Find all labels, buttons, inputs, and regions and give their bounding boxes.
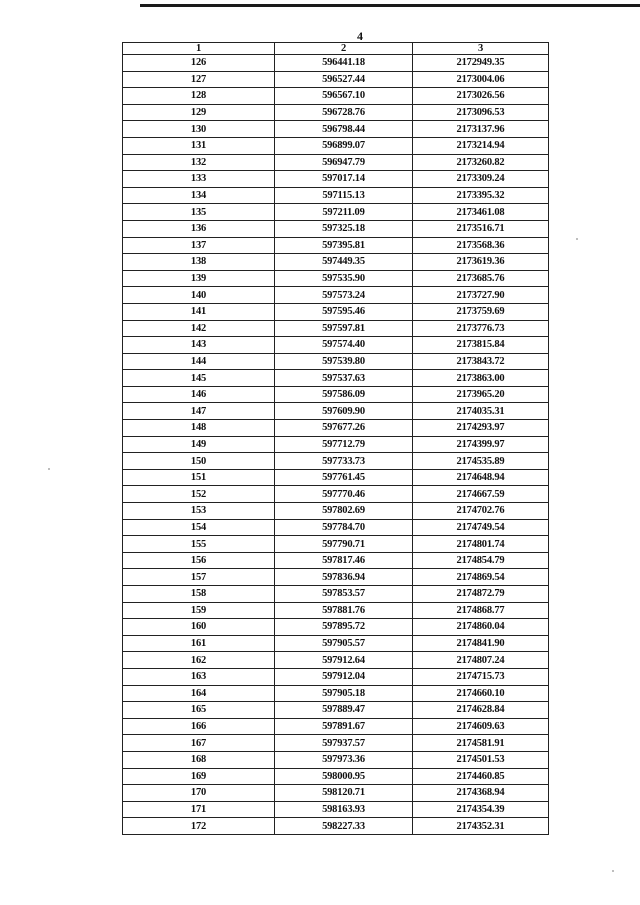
x-coordinate-cell: 597712.79	[275, 436, 413, 453]
x-coordinate-cell: 596441.18	[275, 55, 413, 72]
y-coordinate-cell: 2174648.94	[413, 469, 549, 486]
y-coordinate-cell: 2173863.00	[413, 370, 549, 387]
x-coordinate-cell: 596947.79	[275, 154, 413, 171]
table-row	[123, 237, 549, 254]
point-number-cell: 146	[123, 386, 275, 403]
x-coordinate-cell: 598000.95	[275, 768, 413, 785]
y-coordinate-cell: 2174801.74	[413, 536, 549, 553]
point-number-cell: 148	[123, 420, 275, 437]
x-coordinate-cell: 597597.81	[275, 320, 413, 337]
column-header-point: 1	[123, 43, 275, 55]
y-coordinate-cell: 2174354.39	[413, 801, 549, 818]
x-coordinate-cell: 596728.76	[275, 104, 413, 121]
x-coordinate-cell: 598227.33	[275, 818, 413, 835]
point-number-cell: 172	[123, 818, 275, 835]
x-coordinate-cell: 597973.36	[275, 751, 413, 768]
table-row	[123, 486, 549, 503]
point-number-cell: 153	[123, 503, 275, 520]
scan-speck	[576, 238, 578, 240]
point-number-cell: 151	[123, 469, 275, 486]
y-coordinate-cell: 2174460.85	[413, 768, 549, 785]
x-coordinate-cell: 597574.40	[275, 337, 413, 354]
table-row	[123, 718, 549, 735]
point-number-cell: 171	[123, 801, 275, 818]
y-coordinate-cell: 2174667.59	[413, 486, 549, 503]
table-row	[123, 71, 549, 88]
y-coordinate-cell: 2173214.94	[413, 137, 549, 154]
x-coordinate-cell: 597912.64	[275, 652, 413, 669]
x-coordinate-cell: 597889.47	[275, 702, 413, 719]
table-row	[123, 370, 549, 387]
table-row	[123, 503, 549, 520]
point-number-cell: 154	[123, 519, 275, 536]
table-row	[123, 55, 549, 72]
point-number-cell: 132	[123, 154, 275, 171]
y-coordinate-cell: 2172949.35	[413, 55, 549, 72]
x-coordinate-cell: 597595.46	[275, 303, 413, 320]
table-row	[123, 204, 549, 221]
point-number-cell: 127	[123, 71, 275, 88]
y-coordinate-cell: 2174399.97	[413, 436, 549, 453]
x-coordinate-cell: 597537.63	[275, 370, 413, 387]
y-coordinate-cell: 2173260.82	[413, 154, 549, 171]
table-row	[123, 171, 549, 188]
y-coordinate-cell: 2173516.71	[413, 220, 549, 237]
point-number-cell: 159	[123, 602, 275, 619]
x-coordinate-cell: 596899.07	[275, 137, 413, 154]
point-number-cell: 163	[123, 668, 275, 685]
y-coordinate-cell: 2173461.08	[413, 204, 549, 221]
table-row	[123, 536, 549, 553]
table-row	[123, 270, 549, 287]
x-coordinate-cell: 597609.90	[275, 403, 413, 420]
y-coordinate-cell: 2174628.84	[413, 702, 549, 719]
table-row	[123, 104, 549, 121]
y-coordinate-cell: 2174868.77	[413, 602, 549, 619]
point-number-cell: 147	[123, 403, 275, 420]
page-number: 4	[357, 29, 363, 43]
x-coordinate-cell: 597586.09	[275, 386, 413, 403]
point-number-cell: 144	[123, 353, 275, 370]
point-number-cell: 166	[123, 718, 275, 735]
table-row	[123, 569, 549, 586]
table-row	[123, 187, 549, 204]
point-number-cell: 162	[123, 652, 275, 669]
point-number-cell: 140	[123, 287, 275, 304]
y-coordinate-cell: 2173815.84	[413, 337, 549, 354]
x-coordinate-cell: 597677.26	[275, 420, 413, 437]
y-coordinate-cell: 2173004.06	[413, 71, 549, 88]
scan-speck	[48, 468, 50, 470]
point-number-cell: 139	[123, 270, 275, 287]
x-coordinate-cell: 597937.57	[275, 735, 413, 752]
table-row	[123, 320, 549, 337]
table-row	[123, 337, 549, 354]
point-number-cell: 128	[123, 88, 275, 105]
column-header-x: 2	[275, 43, 413, 55]
y-coordinate-cell: 2173568.36	[413, 237, 549, 254]
y-coordinate-cell: 2173619.36	[413, 254, 549, 271]
header-row	[123, 43, 549, 55]
table-row	[123, 303, 549, 320]
y-coordinate-cell: 2174293.97	[413, 420, 549, 437]
x-coordinate-cell: 597881.76	[275, 602, 413, 619]
table-row	[123, 652, 549, 669]
x-coordinate-cell: 597539.80	[275, 353, 413, 370]
y-coordinate-cell: 2174609.63	[413, 718, 549, 735]
table-row	[123, 768, 549, 785]
table-row	[123, 602, 549, 619]
y-coordinate-cell: 2174368.94	[413, 785, 549, 802]
table-row	[123, 702, 549, 719]
column-header-y: 3	[413, 43, 549, 55]
y-coordinate-cell: 2174702.76	[413, 503, 549, 520]
table-row	[123, 469, 549, 486]
table-row	[123, 685, 549, 702]
point-number-cell: 157	[123, 569, 275, 586]
y-coordinate-cell: 2173395.32	[413, 187, 549, 204]
x-coordinate-cell: 596567.10	[275, 88, 413, 105]
x-coordinate-cell: 597535.90	[275, 270, 413, 287]
x-coordinate-cell: 598163.93	[275, 801, 413, 818]
table-row	[123, 619, 549, 636]
table-row	[123, 420, 549, 437]
y-coordinate-cell: 2174581.91	[413, 735, 549, 752]
y-coordinate-cell: 2173843.72	[413, 353, 549, 370]
point-number-cell: 150	[123, 453, 275, 470]
x-coordinate-cell: 597817.46	[275, 552, 413, 569]
y-coordinate-cell: 2173685.76	[413, 270, 549, 287]
y-coordinate-cell: 2173776.73	[413, 320, 549, 337]
table-row	[123, 154, 549, 171]
point-number-cell: 169	[123, 768, 275, 785]
point-number-cell: 145	[123, 370, 275, 387]
x-coordinate-cell: 597895.72	[275, 619, 413, 636]
point-number-cell: 156	[123, 552, 275, 569]
x-coordinate-cell: 597912.04	[275, 668, 413, 685]
y-coordinate-cell: 2173096.53	[413, 104, 549, 121]
point-number-cell: 142	[123, 320, 275, 337]
x-coordinate-cell: 597790.71	[275, 536, 413, 553]
table-header	[123, 43, 549, 55]
table-row	[123, 403, 549, 420]
x-coordinate-cell: 597905.18	[275, 685, 413, 702]
point-number-cell: 149	[123, 436, 275, 453]
point-number-cell: 164	[123, 685, 275, 702]
table-body	[123, 55, 549, 835]
table-row	[123, 137, 549, 154]
table-row	[123, 586, 549, 603]
table-row	[123, 121, 549, 138]
y-coordinate-cell: 2173759.69	[413, 303, 549, 320]
top-scan-rule	[140, 4, 640, 7]
point-number-cell: 134	[123, 187, 275, 204]
y-coordinate-cell: 2174035.31	[413, 403, 549, 420]
y-coordinate-cell: 2174807.24	[413, 652, 549, 669]
table-row	[123, 519, 549, 536]
table-row	[123, 254, 549, 271]
point-number-cell: 167	[123, 735, 275, 752]
x-coordinate-cell: 597784.70	[275, 519, 413, 536]
x-coordinate-cell: 597761.45	[275, 469, 413, 486]
y-coordinate-cell: 2174841.90	[413, 635, 549, 652]
y-coordinate-cell: 2174869.54	[413, 569, 549, 586]
x-coordinate-cell: 597017.14	[275, 171, 413, 188]
point-number-cell: 170	[123, 785, 275, 802]
x-coordinate-cell: 597853.57	[275, 586, 413, 603]
scan-speck	[612, 870, 614, 872]
y-coordinate-cell: 2173965.20	[413, 386, 549, 403]
point-number-cell: 136	[123, 220, 275, 237]
x-coordinate-cell: 597905.57	[275, 635, 413, 652]
y-coordinate-cell: 2174872.79	[413, 586, 549, 603]
y-coordinate-cell: 2173137.96	[413, 121, 549, 138]
x-coordinate-cell: 598120.71	[275, 785, 413, 802]
y-coordinate-cell: 2174749.54	[413, 519, 549, 536]
y-coordinate-cell: 2173026.56	[413, 88, 549, 105]
x-coordinate-cell: 596527.44	[275, 71, 413, 88]
y-coordinate-cell: 2174660.10	[413, 685, 549, 702]
table-row	[123, 88, 549, 105]
point-number-cell: 152	[123, 486, 275, 503]
x-coordinate-cell: 597395.81	[275, 237, 413, 254]
y-coordinate-cell: 2174352.31	[413, 818, 549, 835]
table-row	[123, 818, 549, 835]
point-number-cell: 135	[123, 204, 275, 221]
x-coordinate-cell: 597115.13	[275, 187, 413, 204]
x-coordinate-cell: 597802.69	[275, 503, 413, 520]
point-number-cell: 131	[123, 137, 275, 154]
coordinates-table	[122, 42, 549, 835]
point-number-cell: 161	[123, 635, 275, 652]
x-coordinate-cell: 597211.09	[275, 204, 413, 221]
point-number-cell: 165	[123, 702, 275, 719]
point-number-cell: 155	[123, 536, 275, 553]
point-number-cell: 143	[123, 337, 275, 354]
y-coordinate-cell: 2173727.90	[413, 287, 549, 304]
x-coordinate-cell: 597325.18	[275, 220, 413, 237]
table-row	[123, 801, 549, 818]
point-number-cell: 168	[123, 751, 275, 768]
y-coordinate-cell: 2174860.04	[413, 619, 549, 636]
y-coordinate-cell: 2174854.79	[413, 552, 549, 569]
x-coordinate-cell: 597449.35	[275, 254, 413, 271]
table-row	[123, 436, 549, 453]
table-row	[123, 785, 549, 802]
table-row	[123, 220, 549, 237]
point-number-cell: 160	[123, 619, 275, 636]
point-number-cell: 138	[123, 254, 275, 271]
x-coordinate-cell: 596798.44	[275, 121, 413, 138]
table-row	[123, 735, 549, 752]
table-row	[123, 287, 549, 304]
table-row	[123, 635, 549, 652]
y-coordinate-cell: 2174535.89	[413, 453, 549, 470]
table-row	[123, 668, 549, 685]
point-number-cell: 126	[123, 55, 275, 72]
table-row	[123, 353, 549, 370]
table-row	[123, 552, 549, 569]
x-coordinate-cell: 597770.46	[275, 486, 413, 503]
x-coordinate-cell: 597733.73	[275, 453, 413, 470]
point-number-cell: 137	[123, 237, 275, 254]
y-coordinate-cell: 2174715.73	[413, 668, 549, 685]
x-coordinate-cell: 597836.94	[275, 569, 413, 586]
point-number-cell: 129	[123, 104, 275, 121]
x-coordinate-cell: 597573.24	[275, 287, 413, 304]
y-coordinate-cell: 2173309.24	[413, 171, 549, 188]
point-number-cell: 158	[123, 586, 275, 603]
table-row	[123, 386, 549, 403]
y-coordinate-cell: 2174501.53	[413, 751, 549, 768]
point-number-cell: 130	[123, 121, 275, 138]
table-row	[123, 453, 549, 470]
table-row	[123, 751, 549, 768]
x-coordinate-cell: 597891.67	[275, 718, 413, 735]
point-number-cell: 141	[123, 303, 275, 320]
point-number-cell: 133	[123, 171, 275, 188]
